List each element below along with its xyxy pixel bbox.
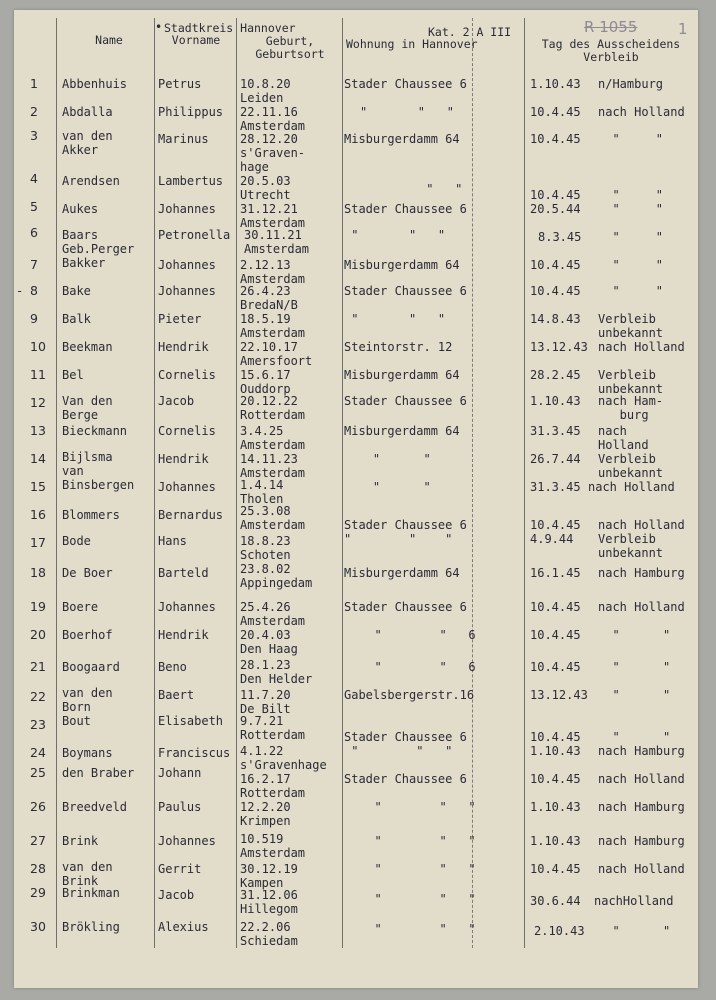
row-verbleib: nach Hamburg bbox=[598, 834, 685, 848]
row-wohnung: Misburgerdamm 64 bbox=[344, 424, 460, 438]
row-geburt: 16.2.17 Rotterdam bbox=[240, 772, 306, 800]
row-datum: 1.10.43 bbox=[530, 800, 581, 814]
row-geburt: 14.11.23 Amsterdam bbox=[240, 452, 306, 480]
row-geburt: 30.11.21 Amsterdam bbox=[244, 228, 310, 256]
row-name: Brökling bbox=[62, 920, 120, 934]
row-verbleib: nach Hamburg bbox=[598, 566, 685, 580]
row-datum: 10.4.45 4.9.44 bbox=[530, 518, 581, 546]
row-verbleib: nach Holland bbox=[588, 480, 675, 494]
row-number: 19 bbox=[30, 599, 46, 614]
row-vorname: Jacob bbox=[158, 394, 195, 408]
row-verbleib: " " bbox=[598, 258, 664, 272]
row-vorname: Franciscus bbox=[158, 746, 231, 760]
row-vorname: Cornelis bbox=[158, 424, 216, 438]
row-wohnung: Misburgerdamm 64 bbox=[344, 132, 460, 146]
row-name: Bakker bbox=[62, 256, 106, 270]
row-vorname: Johannes bbox=[158, 284, 216, 298]
row-wohnung: " " " bbox=[360, 105, 454, 119]
row-name: van den Akker bbox=[62, 129, 113, 157]
row-geburt: 9.7.21 Rotterdam bbox=[240, 714, 306, 742]
row-verbleib: Verbleib unbekannt bbox=[598, 312, 664, 340]
header-geburt: Geburt, Geburtsort bbox=[255, 34, 325, 61]
row-name: Blommers bbox=[62, 508, 120, 522]
row-datum: 10.4.45 bbox=[530, 105, 581, 119]
row-verbleib: nach Holland bbox=[598, 862, 685, 876]
row-number: 1 bbox=[30, 76, 38, 91]
row-verbleib: nach Holland bbox=[598, 105, 685, 119]
row-number: 5 bbox=[30, 199, 38, 214]
row-datum: 10.4.45 bbox=[530, 600, 581, 614]
row-datum: 20.5.44 bbox=[530, 202, 581, 216]
row-name: Bode bbox=[62, 534, 91, 548]
row-name: Abdalla bbox=[62, 105, 113, 119]
row-geburt: 28.1.23 Den Helder bbox=[240, 658, 313, 686]
row-geburt: 10.8.20 Leiden bbox=[240, 77, 291, 105]
page-number-annotation: 1 bbox=[678, 20, 688, 38]
row-name: Bieckmann bbox=[62, 424, 128, 438]
column-divider bbox=[342, 18, 343, 948]
row-vorname: Elisabeth bbox=[158, 714, 224, 728]
header-wohnung: Wohnung in Hannover bbox=[346, 37, 478, 51]
row-geburt: 12.2.20 Krimpen bbox=[240, 800, 291, 828]
row-vorname: Bernardus bbox=[158, 508, 224, 522]
row-geburt: 28.12.20 s'Graven- hage bbox=[240, 132, 306, 174]
row-wohnung: Stader Chaussee 6 bbox=[344, 77, 467, 91]
row-verbleib: " " bbox=[598, 628, 671, 642]
row-geburt: 26.4.23 BredaN/B bbox=[240, 284, 298, 312]
row-name: Bake bbox=[62, 284, 91, 298]
row-number: 29 bbox=[30, 885, 46, 900]
row-wohnung: Gabelsbergerstr.16 bbox=[344, 688, 475, 702]
row-verbleib: " " bbox=[598, 688, 671, 702]
row-datum: 2.10.43 bbox=[534, 924, 585, 938]
row-vorname: Cornelis bbox=[158, 368, 216, 382]
row-verbleib: nachHolland bbox=[594, 894, 674, 908]
row-wohnung: " " bbox=[344, 452, 431, 466]
header-ausscheiden: Tag des Ausscheidens Verbleib bbox=[541, 37, 681, 64]
row-vorname: Lambertus bbox=[158, 174, 224, 188]
row-verbleib: nach Holland bbox=[598, 424, 649, 452]
row-vorname: Philippus bbox=[158, 105, 224, 119]
row-verbleib: nach Holland bbox=[598, 340, 685, 354]
row-datum: 10.4.45 bbox=[530, 772, 581, 786]
column-divider bbox=[154, 18, 155, 948]
row-name: Abbenhuis bbox=[62, 77, 128, 91]
row-datum: 10.4.45 bbox=[530, 132, 581, 146]
row-name: Brink bbox=[62, 834, 99, 848]
row-wohnung: " " " bbox=[344, 312, 446, 326]
row-geburt: 20.4.03 Den Haag bbox=[240, 628, 298, 656]
row-name: Arendsen bbox=[62, 174, 120, 188]
row-datum: 1.10.43 bbox=[530, 77, 581, 91]
row-verbleib: nach Holland bbox=[598, 600, 685, 614]
header-stadtkreis: Stadtkreis Hannover bbox=[164, 21, 296, 35]
row-wohnung: " " bbox=[344, 480, 431, 494]
row-wohnung: Stader Chaussee 6 " " " bbox=[344, 518, 467, 546]
row-geburt: 23.8.02 Appingedam bbox=[240, 562, 313, 590]
row-geburt: 30.12.19 Kampen bbox=[240, 862, 298, 890]
row-wohnung: " " 6 bbox=[360, 628, 476, 642]
row-geburt: 2.12.13 Amsterdam bbox=[240, 258, 306, 286]
row-datum: 16.1.45 bbox=[530, 566, 581, 580]
row-verbleib: Verbleib unbekannt bbox=[598, 368, 664, 396]
row-wohnung: Misburgerdamm 64 bbox=[344, 258, 460, 272]
row-datum: 10.4.45 1.10.43 bbox=[530, 730, 581, 758]
row-geburt: 18.8.23 Schoten bbox=[240, 534, 291, 562]
row-datum: 31.3.45 bbox=[530, 480, 581, 494]
header-name: Name bbox=[95, 33, 123, 47]
row-vorname: Marinus bbox=[158, 132, 209, 146]
row-name: Boymans bbox=[62, 746, 113, 760]
row-vorname: Petronella bbox=[158, 228, 231, 242]
row-name: Baars Geb.Perger bbox=[62, 228, 135, 256]
row-name: Boere bbox=[62, 600, 99, 614]
row-verbleib: nach Holland bbox=[598, 772, 685, 786]
row-number: 17 bbox=[30, 535, 46, 550]
row-number: 9 bbox=[30, 311, 38, 326]
row-vorname: Johannes bbox=[158, 480, 216, 494]
row-geburt: 22.10.17 Amersfoort bbox=[240, 340, 313, 368]
archive-reference-annotation: R 1055 bbox=[584, 18, 638, 36]
row-verbleib: " " bbox=[598, 132, 664, 146]
row-vorname: Jacob bbox=[158, 888, 195, 902]
row-vorname: Johannes bbox=[158, 600, 216, 614]
row-number: 11 bbox=[30, 367, 46, 382]
row-datum: 13.12.43 bbox=[530, 340, 588, 354]
row-number: 20 bbox=[30, 627, 46, 642]
row-verbleib: " " nach Hamburg bbox=[598, 730, 685, 758]
row-name: van den Brink bbox=[62, 860, 113, 888]
row-name: Bout bbox=[62, 714, 91, 728]
row-datum: 30.6.44 bbox=[530, 894, 581, 908]
row-datum: 14.8.43 bbox=[530, 312, 581, 326]
row-number: 30 bbox=[30, 919, 46, 934]
row-vorname: Johannes bbox=[158, 202, 216, 216]
row-name: Aukes bbox=[62, 202, 99, 216]
row-number: 28 bbox=[30, 861, 46, 876]
row-datum: 26.7.44 bbox=[530, 452, 581, 466]
row-datum: 10.4.45 bbox=[530, 188, 581, 202]
row-geburt: 20.12.22 Rotterdam bbox=[240, 394, 306, 422]
row-vorname: Gerrit bbox=[158, 862, 202, 876]
row-verbleib: " " bbox=[598, 230, 664, 244]
row-wohnung: Stader Chaussee 6 bbox=[344, 284, 467, 298]
column-divider bbox=[56, 18, 57, 948]
row-name: Balk bbox=[62, 312, 91, 326]
row-wohnung: Steintorstr. 12 bbox=[344, 340, 453, 354]
row-wohnung: Stader Chaussee 6 bbox=[344, 772, 467, 786]
row-wohnung: Stader Chaussee 6 " " " bbox=[344, 730, 467, 758]
row-number: 27 bbox=[30, 833, 46, 848]
row-datum: 10.4.45 bbox=[530, 284, 581, 298]
column-divider bbox=[236, 18, 237, 948]
row-number: 3 bbox=[30, 128, 38, 143]
document-sheet bbox=[14, 10, 698, 988]
row-geburt: 11.7.20 De Bilt bbox=[240, 688, 291, 716]
row-name: Boerhof bbox=[62, 628, 113, 642]
row-wohnung: " " " bbox=[360, 834, 476, 848]
row-wohnung: " " " bbox=[360, 922, 476, 936]
row-wohnung: " " 6 bbox=[360, 660, 476, 674]
row-name: Brinkman bbox=[62, 886, 120, 900]
row-name: Beekman bbox=[62, 340, 113, 354]
row-number: 23 bbox=[30, 717, 46, 732]
row-geburt: 22.2.06 Schiedam bbox=[240, 920, 298, 948]
row-name: van den Born bbox=[62, 686, 113, 714]
row-wohnung: " " " bbox=[360, 800, 476, 814]
row-number: 21 bbox=[30, 659, 46, 674]
row-verbleib: " " bbox=[598, 188, 664, 202]
row-datum: 13.12.43 bbox=[530, 688, 588, 702]
column-divider bbox=[524, 18, 525, 948]
row-verbleib: " " bbox=[598, 924, 671, 938]
row-number: 2 bbox=[30, 104, 38, 119]
row-vorname: Beno bbox=[158, 660, 187, 674]
row-vorname: Petrus bbox=[158, 77, 202, 91]
row-geburt: 31.12.06 Hillegom bbox=[240, 888, 298, 916]
row-geburt: 10.519 Amsterdam bbox=[240, 832, 306, 860]
row-vorname: Johannes bbox=[158, 258, 216, 272]
row-number: 24 bbox=[30, 745, 46, 760]
row-verbleib: " " bbox=[598, 660, 671, 674]
row-verbleib: n/Hamburg bbox=[598, 77, 664, 91]
row-number: 18 bbox=[30, 565, 46, 580]
row-vorname: Pieter bbox=[158, 312, 202, 326]
row-geburt: 1.4.14 Tholen bbox=[240, 478, 284, 506]
row-datum: 10.4.45 bbox=[530, 258, 581, 272]
row-vorname: Hendrik bbox=[158, 628, 209, 642]
row-vorname: Alexius bbox=[158, 920, 209, 934]
row-number: 10 bbox=[30, 339, 46, 354]
row-number: 7 bbox=[30, 257, 38, 272]
row-datum: 31.3.45 bbox=[530, 424, 581, 438]
row-name: Breedveld bbox=[62, 800, 128, 814]
header-kat: Kat. 2 A III bbox=[428, 25, 512, 39]
row-wohnung: Stader Chaussee 6 bbox=[344, 202, 467, 216]
row-vorname: Baert bbox=[158, 688, 195, 702]
row-datum: 10.4.45 bbox=[530, 660, 581, 674]
row-geburt: 25.3.08 Amsterdam bbox=[240, 504, 306, 532]
row-vorname: Hendrik bbox=[158, 340, 209, 354]
row-geburt: 15.6.17 Ouddorp bbox=[240, 368, 291, 396]
row-number: 13 bbox=[30, 423, 46, 438]
margin-tick: - bbox=[16, 284, 24, 298]
header-vorname: Vorname bbox=[171, 33, 221, 47]
row-geburt: 22.11.16 Amsterdam bbox=[240, 105, 306, 133]
row-number: 8 bbox=[30, 283, 38, 298]
row-vorname: Johannes bbox=[158, 834, 216, 848]
row-geburt: 3.4.25 Amsterdam bbox=[240, 424, 306, 452]
row-name: Bijlsma van bbox=[62, 450, 113, 478]
row-geburt: 18.5.19 Amsterdam bbox=[240, 312, 306, 340]
row-number: 6 bbox=[30, 225, 38, 240]
row-verbleib: Verbleib unbekannt bbox=[598, 452, 664, 480]
row-number: 25 bbox=[30, 765, 46, 780]
row-number: 12 bbox=[30, 395, 46, 410]
row-name: Boogaard bbox=[62, 660, 120, 674]
row-datum: 1.10.43 bbox=[530, 834, 581, 848]
row-wohnung: " " " bbox=[360, 892, 476, 906]
row-number: 14 bbox=[30, 451, 46, 466]
row-datum: 10.4.45 bbox=[530, 862, 581, 876]
row-wohnung: " " " bbox=[360, 862, 476, 876]
row-verbleib: " " bbox=[598, 284, 664, 298]
row-geburt: 4.1.22 s'Gravenhage bbox=[240, 744, 327, 772]
row-vorname: Hendrik bbox=[158, 452, 209, 466]
row-wohnung: " " " bbox=[344, 228, 446, 242]
row-wohnung: " " bbox=[354, 182, 463, 196]
row-geburt: 31.12.21 Amsterdam bbox=[240, 202, 306, 230]
row-vorname: Barteld bbox=[158, 566, 209, 580]
row-number: 15 bbox=[30, 479, 46, 494]
row-geburt: 20.5.03 Utrecht bbox=[240, 174, 291, 202]
row-number: 22 bbox=[30, 689, 46, 704]
row-name: Binsbergen bbox=[62, 478, 135, 492]
row-wohnung: Stader Chaussee 6 bbox=[344, 600, 467, 614]
row-vorname: Paulus bbox=[158, 800, 202, 814]
row-geburt: 25.4.26 Amsterdam bbox=[240, 600, 306, 628]
row-datum: 1.10.43 bbox=[530, 394, 581, 408]
row-verbleib: nach Holland Verbleib unbekannt bbox=[598, 518, 685, 560]
row-name: den Braber bbox=[62, 766, 135, 780]
row-number: 26 bbox=[30, 799, 46, 814]
row-wohnung: Misburgerdamm 64 bbox=[344, 368, 460, 382]
row-datum: 10.4.45 bbox=[530, 628, 581, 642]
row-number: 4 bbox=[30, 171, 38, 186]
row-name: Bel bbox=[62, 368, 84, 382]
row-verbleib: nach Ham- burg bbox=[598, 394, 664, 422]
row-vorname: Johann bbox=[158, 766, 202, 780]
row-verbleib: nach Hamburg bbox=[598, 800, 685, 814]
dot-mark: • bbox=[155, 20, 163, 34]
row-datum: 8.3.45 bbox=[538, 230, 582, 244]
row-verbleib: " " bbox=[598, 202, 664, 216]
row-name: De Boer bbox=[62, 566, 113, 580]
row-wohnung: Stader Chaussee 6 bbox=[344, 394, 467, 408]
row-number: 16 bbox=[30, 507, 46, 522]
row-datum: 28.2.45 bbox=[530, 368, 581, 382]
row-wohnung: Misburgerdamm 64 bbox=[344, 566, 460, 580]
row-name: Van den Berge bbox=[62, 394, 113, 422]
row-vorname: Hans bbox=[158, 534, 187, 548]
